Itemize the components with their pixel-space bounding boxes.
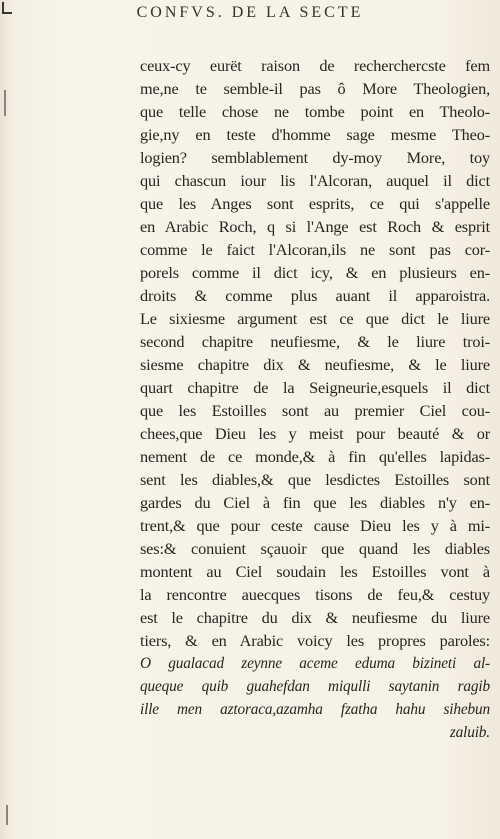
text-line: chees,que Dieu les y meist pour beauté & or	[140, 424, 490, 443]
text-line: ses:& conuient sçauoir que quand les diables	[140, 539, 490, 558]
text-line: me,ne te semble-il pas ô More Theologien,	[140, 79, 490, 98]
text-line: la rencontre auecques tisons de feu,& cestuy	[140, 585, 490, 604]
text-line: que telle chose ne tombe point en Theolo-	[140, 102, 490, 121]
text-line: que les Estoilles sont au premier Ciel cou-	[140, 401, 490, 420]
text-line: gardes du Ciel à fin que les diables n'y en-	[140, 493, 490, 512]
text-line: est le chapitre du dix & neufiesme du liure	[140, 608, 490, 627]
text-line: sent les diables,& que lesdictes Estoilles sont	[140, 470, 490, 489]
text-line: siesme chapitre dix & neufiesme, & le liure	[140, 355, 490, 374]
page-edge-mark	[4, 90, 6, 116]
text-line: que les Anges sont esprits, ce qui s'appelle	[140, 194, 490, 213]
text-line: gie,ny en teste d'homme sage mesme Theo-	[140, 125, 490, 144]
page-edge-mark	[6, 805, 8, 825]
arabic-transliteration-line: ille men aztoraca,azamha fzatha hahu sihebun	[140, 701, 490, 718]
text-line: tiers, & en Arabic voicy les propres paroles:	[140, 631, 490, 650]
arabic-transliteration-line: queque quib guahefdan miqulli saytanin ragib	[140, 678, 490, 695]
text-line: comme le faict l'Alcoran,ils ne sont pas cor-	[140, 240, 490, 259]
body-text	[140, 54, 490, 744]
arabic-transliteration-line: O gualacad zeynne aceme eduma bizineti al-	[140, 655, 490, 672]
text-line: nement de ce monde,& à fin qu'elles lapidas-	[140, 447, 490, 466]
text-line: en Arabic Roch, q si l'Ange est Roch & esprit	[140, 217, 490, 236]
arabic-transliteration-line: zaluib.	[449, 724, 490, 741]
text-line: Le sixiesme argument est ce que dict le liure	[140, 309, 490, 328]
running-head: CONFVS. DE LA SECTE	[136, 4, 364, 21]
text-line: logien? semblablement dy-moy More, toy	[140, 148, 490, 167]
text-line: trent,& que pour ceste cause Dieu les y à mi-	[140, 516, 490, 535]
text-line: droits & comme plus auant il apparoistra.	[140, 286, 490, 305]
text-line: ceux-cy eurët raison de recherchercste fem	[140, 56, 490, 75]
text-line: second chapitre neufiesme, & le liure troi-	[140, 332, 490, 351]
text-line: montent au Ciel soudain les Estoilles vont à	[140, 562, 490, 581]
text-line: quart chapitre de la Seigneurie,esquels il dict	[140, 378, 490, 397]
text-line: qui chascun iour lis l'Alcoran, auquel il dict	[140, 171, 490, 190]
text-line: porels comme il dict icy, & en plusieurs en-	[140, 263, 490, 282]
